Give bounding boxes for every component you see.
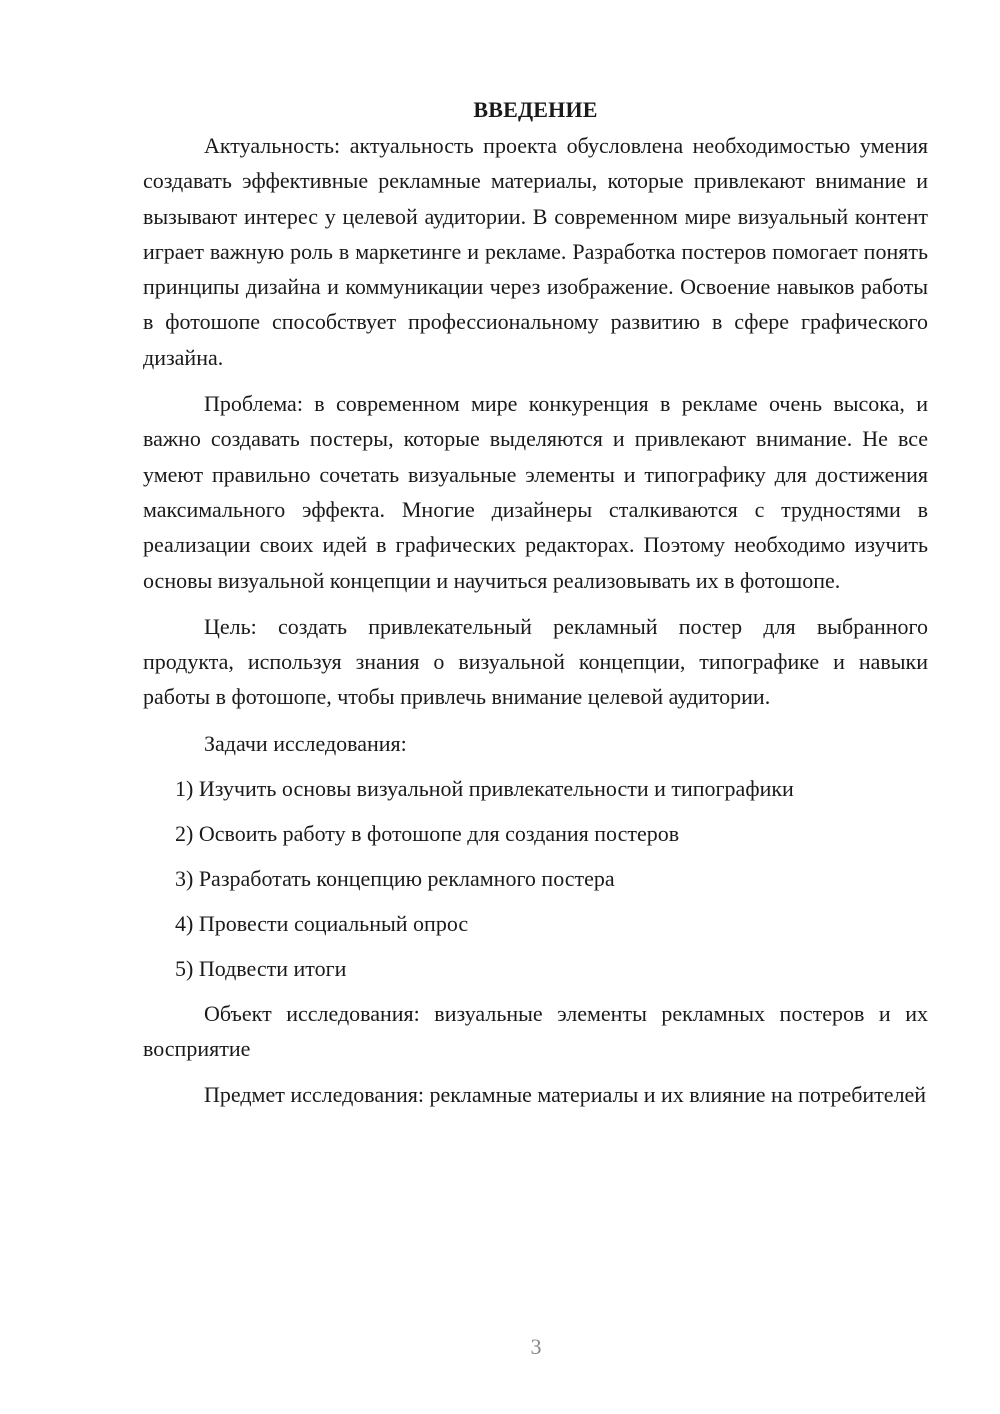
paragraph-object: Объект исследования: визуальные элементы рекламных постеров и их восприятие [143,1000,928,1062]
list-item: 3) Разработать концепцию рекламного постера [175,865,615,891]
paragraph-problem: Проблема: в современном мире конкуренция в рекламе очень высока, и важно создавать постеры, которые выделяются и привлекают внимание. Не все умеют правильно сочетать визуальные элементы и типографику для достижения максимального эффекта. Многие дизайнеры сталкиваются с трудностями в реализации своих идей в графических редакторах. Поэтому необходимо изучить основы визуальной концепции и научиться реализовывать их в фотошопе. [143,391,928,593]
page-number: 3 [530,1334,542,1359]
paragraph-subject: Предмет исследования: рекламные материалы и их влияние на потребителей [204,1082,927,1108]
tasks-list [143,771,928,986]
paragraph-goal: Цель: создать привлекательный рекламный постер для выбранного продукта, используя знания о визуальной концепции, типографике и навыки работы в фотошопе, чтобы привлечь внимание целевой аудитории. [143,613,928,710]
page-title: ВВЕДЕНИЕ [473,97,598,122]
list-item: 1) Изучить основы визуальной привлекательности и типографики [175,775,794,801]
list-item: 2) Освоить работу в фотошопе для создания постеров [175,820,680,846]
list-item: 4) Провести социальный опрос [175,910,469,936]
paragraph-relevance: Актуальность: актуальность проекта обусловлена необходимостью умения создавать эффективные рекламные материалы, которые привлекают внимание и вызывают интерес у целевой аудитории. В современном мире визуальный контент играет важную роль в маркетинге и рекламе. Разработка постеров помогает понять принципы дизайна и коммуникации через изображение. Освоение навыков работы в фотошопе способствует профессиональному развитию в сфере графического дизайна. [143,133,928,370]
tasks-heading: Задачи исследования: [204,730,407,756]
list-item: 5) Подвести итоги [175,955,347,981]
document-page [143,94,928,1124]
